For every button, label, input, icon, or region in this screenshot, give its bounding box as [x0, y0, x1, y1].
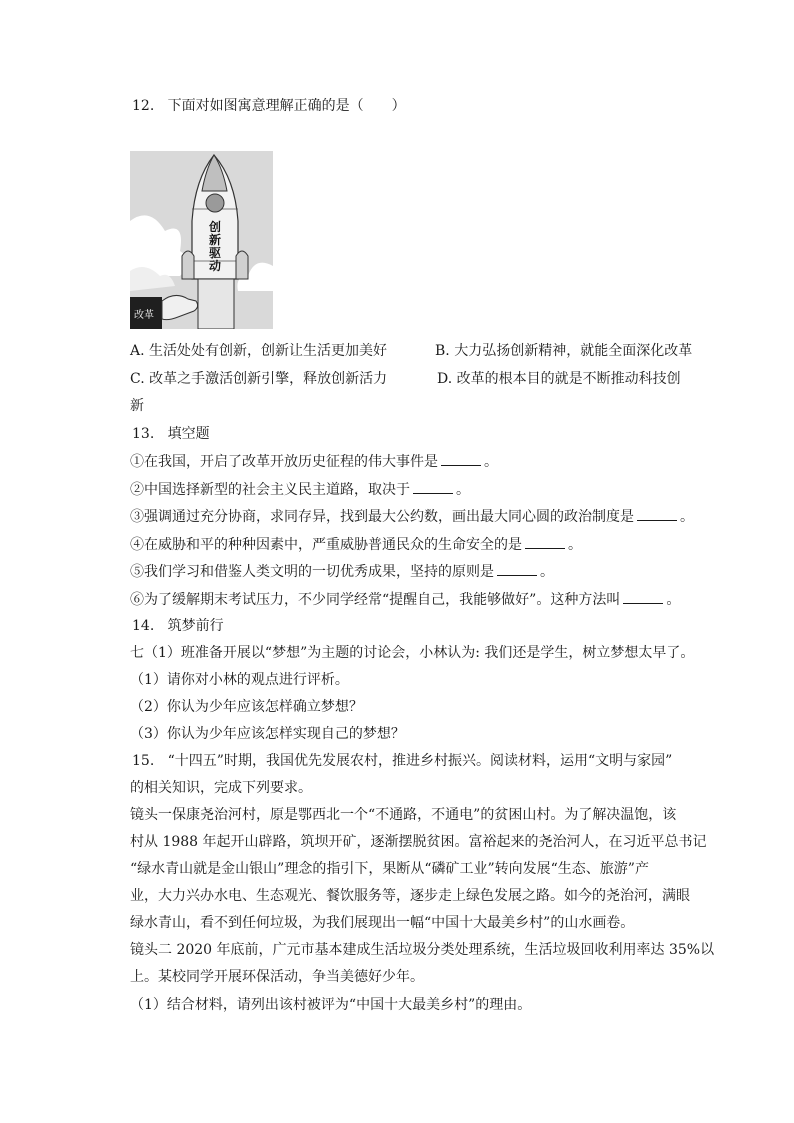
answer-blank[interactable] [413, 479, 453, 494]
q12-option-a: A. 生活处处有创新，创新让生活更加美好 [130, 343, 388, 359]
q13-item-text: ②中国选择新型的社会主义民主道路，取决于 [130, 482, 410, 498]
q13-item-end: 。 [540, 564, 554, 580]
q12-option-b: B. 大力弘扬创新精神，就能全面深化改革 [435, 343, 693, 359]
answer-blank[interactable] [441, 451, 481, 466]
q14-intro: 七（1）班准备开展以“梦想”为主题的讨论会，小林认为: 我们还是学生，树立梦想太早了。 [130, 645, 695, 661]
q13-item-text: ①在我国，开启了改革开放历史征程的伟大事件是 [130, 454, 438, 470]
q13-item-text: ⑥为了缓解期末考试压力，不少同学经常“提醒自己，我能够做好”。这种方法叫 [130, 592, 621, 608]
q15-first-line [132, 751, 672, 771]
q14-number: 14. [132, 618, 155, 634]
q15-number: 15. [132, 753, 155, 769]
q12-option-d-continued: 新 [130, 398, 144, 414]
q14-title: 筑梦前行 [167, 618, 224, 634]
q12-option-c: C. 改革之手激活创新引擎，释放创新活力 [130, 371, 388, 387]
q15-text: 上。某校同学开展环保活动，争当美德好少年。 [130, 969, 424, 985]
q13-heading [132, 424, 210, 444]
q14-sub-question: （2）你认为少年应该怎样确立梦想？ [130, 699, 363, 715]
q15-text: 镜头二 2020 年底前，广元市基本建成生活垃圾分类处理系统，生活垃圾回收利用率达 35%以 [130, 942, 715, 958]
q14-sub-question: （3）你认为少年应该怎样实现自己的梦想？ [130, 726, 405, 742]
q12-stem: 下面对如图寓意理解正确的是（ ） [167, 98, 406, 114]
rocket-cartoon-figure [130, 151, 273, 329]
q12-number: 12. [132, 98, 155, 114]
q13-item-end: 。 [456, 482, 470, 498]
q14-heading [132, 616, 224, 636]
rocket-text [208, 219, 221, 273]
svg-text:驱: 驱 [208, 246, 222, 260]
answer-blank[interactable] [637, 506, 677, 521]
q13-item [130, 451, 498, 472]
answer-blank[interactable] [497, 561, 537, 576]
q13-title: 填空题 [167, 426, 210, 442]
answer-blank[interactable] [623, 589, 663, 604]
q13-item-end: 。 [484, 454, 498, 470]
q13-item-text: ⑤我们学习和借鉴人类文明的一切优秀成果，坚持的原则是 [130, 564, 494, 580]
hand-label: 改革 [134, 310, 154, 321]
q15-text: 业，大力兴办水电、生态观光、餐饮服务等，逐步走上绿色发展之路。如今的尧治河，满眼 [130, 888, 690, 904]
q15-text: 的相关知识，完成下列要求。 [130, 780, 312, 796]
rocket-cartoon-illustration [130, 151, 273, 329]
svg-text:创: 创 [208, 220, 222, 234]
q13-item-end: 。 [568, 537, 582, 553]
q15-text: 绿水青山，看不到任何垃圾，为我们展现出一幅“中国十大最美乡村”的山水画卷。 [130, 915, 635, 931]
answer-blank[interactable] [525, 534, 565, 549]
q13-item [130, 589, 680, 610]
q13-item-text: ③强调通过充分协商，求同存异，找到最大公约数，画出最大同心圆的政治制度是 [130, 509, 634, 525]
q13-item-end: 。 [666, 592, 681, 608]
q15-text: “绿水青山就是金山银山”理念的指引下，果断从“磷矿工业”转向发展“生态、旅游”产 [130, 861, 649, 877]
q13-item [130, 534, 582, 555]
q12-stem-line [132, 96, 406, 116]
q15-sub-question: （1）结合材料，请列出该村被评为“中国十大最美乡村”的理由。 [130, 997, 532, 1013]
q13-item-text: ④在威胁和平的种种因素中，严重威胁普通民众的生命安全的是 [130, 537, 522, 553]
q13-number: 13. [132, 426, 155, 442]
q13-item [130, 561, 554, 582]
q14-sub-question: （1）请你对小林的观点进行评析。 [130, 672, 349, 688]
svg-text:动: 动 [208, 259, 222, 273]
svg-text:新: 新 [208, 233, 222, 247]
q13-item-end: 。 [680, 509, 694, 525]
q13-item [130, 479, 470, 500]
q13-item [130, 506, 694, 527]
q12-option-d: D. 改革的根本目的就是不断推动科技创 [437, 371, 681, 387]
q15-text: 村从 1988 年起开山辟路，筑坝开矿，逐渐摆脱贫困。富裕起来的尧治河人，在习近平总书记 [130, 834, 707, 850]
q15-text: “十四五”时期，我国优先发展农村，推进乡村振兴。阅读材料，运用“文明与家园” [167, 753, 673, 769]
q15-text: 镜头一保康尧治河村，原是鄂西北一个“不通路，不通电”的贫困山村。为了解决温饱，该 [130, 807, 677, 823]
